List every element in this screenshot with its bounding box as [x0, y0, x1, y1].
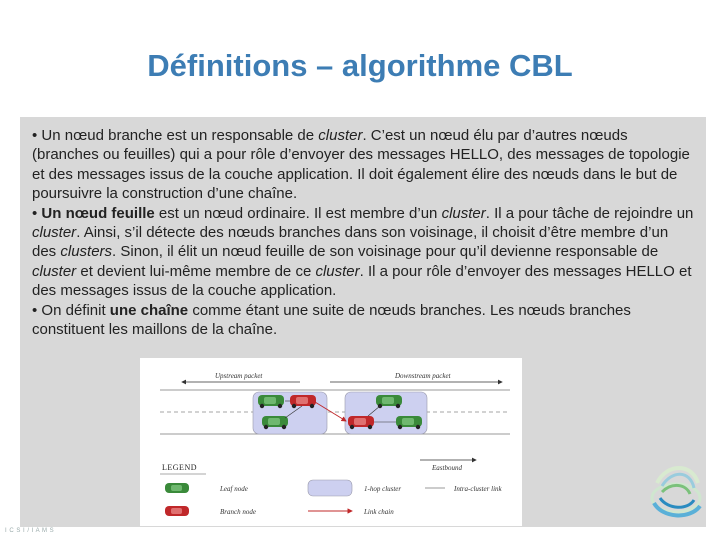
bullet: •: [32, 204, 42, 222]
paragraph-leaf-node: [32, 204, 696, 301]
paragraph-chain: [32, 301, 696, 340]
text: est un responsable de: [162, 127, 319, 144]
italic-cluster: cluster: [315, 262, 360, 280]
term-leaf-node: Un nœud feuille: [41, 204, 155, 222]
legend-branch-icon: [165, 506, 189, 516]
italic-clusters: clusters: [60, 243, 113, 261]
text: est un nœud ordinaire. Il est membre d’un: [154, 204, 442, 222]
footer-text: I C S I / I A M S: [5, 528, 55, 534]
italic-cluster: cluster: [318, 127, 363, 144]
italic-cluster: cluster: [32, 262, 77, 280]
text: . Il a pour rôle d’envoyer des messages HELLO et des messages issus de la couche application.: [32, 262, 692, 300]
legend-branch-label: Branch node: [220, 508, 256, 516]
definitions-text: [32, 126, 696, 339]
legend-intra-link-label: Intra-cluster link: [454, 485, 502, 493]
text: . Il a pour tâche de rejoindre un: [485, 204, 694, 222]
italic-cluster: cluster: [441, 204, 486, 222]
text: . Ainsi, s’il détecte des nœuds branches dans son voisinage, il choisit d’être membre d’un des: [32, 224, 669, 261]
organization-logo: [632, 448, 712, 528]
text: . Sinon, il élit un nœud feuille de son voisinage pour qu’il devienne responsable de: [112, 243, 659, 261]
slide-title: Définitions – algorithme CBL: [147, 48, 573, 83]
cbl-diagram-svg: [140, 358, 522, 526]
downstream-label: Downstream packet: [395, 372, 451, 380]
legend-cluster-swatch: [308, 480, 352, 496]
bullet: • On définit: [32, 301, 110, 319]
paragraph-branch-node: [32, 126, 696, 204]
upstream-label: Upstream packet: [215, 372, 263, 380]
cbl-diagram: [140, 358, 522, 526]
term-chain: une chaîne: [109, 301, 189, 319]
bullet: •: [32, 127, 42, 144]
eastbound-label: Eastbound: [432, 464, 462, 472]
legend-leaf-label: Leaf node: [220, 485, 248, 493]
term-branch-node: Un nœud branche: [41, 127, 163, 144]
legend-cluster-label: 1-hop cluster: [364, 485, 402, 493]
text: . C’est un nœud élu par d’autres nœuds (branches ou feuilles) qui a pour rôle d’envoyer des messages HELLO, des messages de topologie et des messages issus de la couche application. Il doit également élire des nœuds dans le but de poursuivre la construction d’une chaîne.: [32, 127, 690, 203]
legend-link-chain-label: Link chain: [364, 508, 394, 516]
italic-cluster: cluster: [32, 224, 77, 242]
legend-leaf-icon: [165, 483, 189, 493]
legend-title: LEGEND: [162, 463, 197, 472]
text: comme étant une suite de nœuds branches. Les nœuds branches constituent les maillons de la chaîne.: [32, 301, 631, 339]
text: et devient lui-même membre de ce: [76, 262, 316, 280]
